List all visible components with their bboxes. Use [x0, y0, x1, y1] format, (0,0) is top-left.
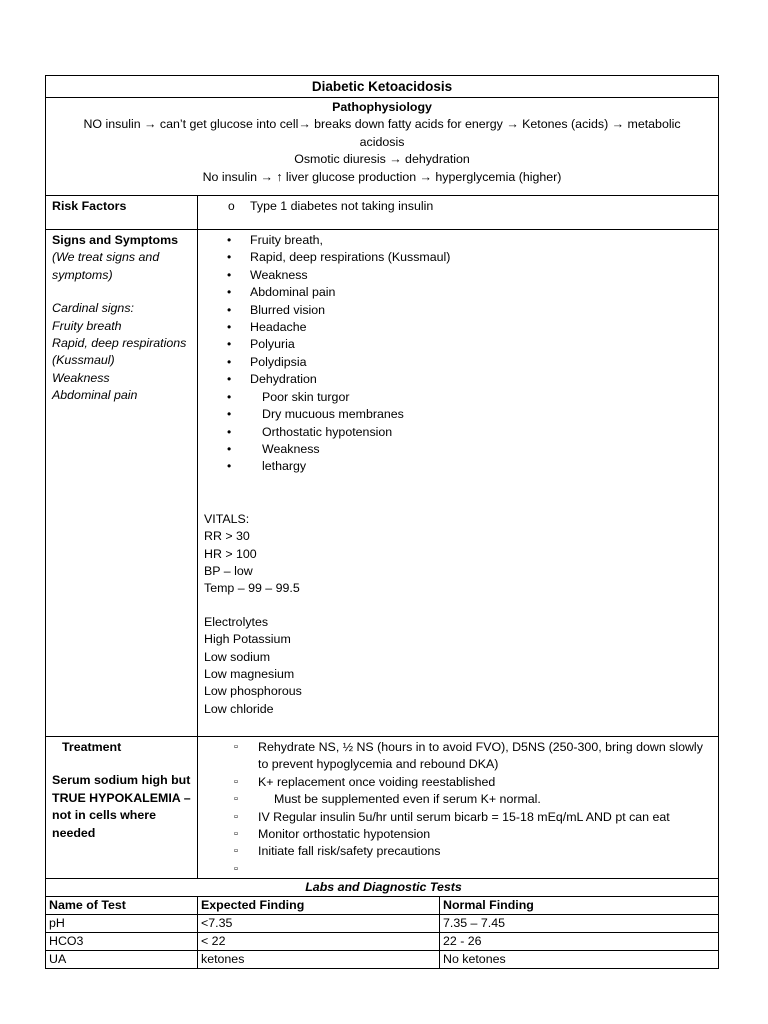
treatment-note: Serum sodium high but TRUE HYPOKALEMIA – not in cells where needed: [52, 773, 191, 840]
lab-cell: UA: [46, 951, 198, 969]
lab-cell: No ketones: [440, 951, 719, 969]
treatment-item: ▫ Rehydrate NS, ½ NS (hours in to avoid FVO), D5NS (250-300, bring down slowly to prevent hypoglycemia and rebound DKA): [204, 739, 714, 774]
vitals-heading: VITALS:: [204, 511, 250, 526]
lab-cell: ketones: [198, 951, 440, 969]
electrolytes-heading: Electrolytes: [204, 614, 269, 629]
lab-cell: HCO3: [46, 933, 198, 951]
treatment-item: [204, 861, 714, 878]
electrolyte-item: High Potassium: [204, 632, 291, 647]
vital-item: HR > 100: [204, 546, 257, 561]
labs-heading: Labs and Diagnostic Tests: [46, 879, 719, 897]
lab-row: [46, 951, 719, 969]
symptom-item: • Polyuria: [204, 336, 714, 353]
dehydration-item: • Poor skin turgor: [204, 389, 714, 406]
cardinal-heading: Cardinal signs:: [52, 301, 134, 316]
cardinal-sign: Weakness: [52, 370, 110, 385]
treatment-item: ▫ Initiate fall risk/safety precautions: [204, 843, 714, 860]
vital-item: RR > 30: [204, 529, 250, 544]
symptom-item: • Polydipsia: [204, 354, 714, 371]
dehydration-item: • Weakness: [204, 441, 714, 458]
symptom-item: • Abdominal pain: [204, 284, 714, 301]
symptom-item: • Blurred vision: [204, 302, 714, 319]
dehydration-item: • Orthostatic hypotension: [204, 424, 714, 441]
treatment-label: Treatment: [62, 740, 122, 755]
dehydration-item: • lethargy: [204, 458, 714, 475]
pathophysiology-heading: Pathophysiology: [332, 100, 432, 114]
lab-cell: 22 - 26: [440, 933, 719, 951]
risk-factors-cell: [198, 196, 719, 230]
lab-cell: <7.35: [198, 915, 440, 933]
patho-line-3: No insulin → ↑ liver glucose production → hyperglycemia (higher): [202, 169, 562, 184]
treatment-item: ▫ K+ replacement once voiding reestablished: [204, 774, 714, 791]
vital-item: BP – low: [204, 563, 253, 578]
signs-cell: [198, 230, 719, 737]
symptom-item: • Weakness: [204, 267, 714, 284]
pathophysiology-section: [46, 98, 719, 196]
lab-cell: 7.35 – 7.45: [440, 915, 719, 933]
dka-document: [45, 75, 718, 969]
dehydration-item: • Dry mucuous membranes: [204, 406, 714, 423]
treatment-label-cell: [46, 737, 198, 879]
lab-row: [46, 915, 719, 933]
labs-column-header: Name of Test: [46, 897, 198, 915]
symptom-item: • Headache: [204, 319, 714, 336]
lab-cell: < 22: [198, 933, 440, 951]
electrolyte-item: Low phosphorous: [204, 684, 302, 699]
patho-line-1: NO insulin → can’t get glucose into cell→ breaks down fatty acids for energy → Ketones (acids) → metabolic acidosis: [83, 117, 681, 149]
signs-note: (We treat signs and symptoms): [52, 250, 160, 282]
symptom-item: • Dehydration: [204, 371, 714, 388]
risk-factor-item: o Type 1 diabetes not taking insulin: [204, 198, 714, 215]
symptom-item: • Fruity breath,: [204, 232, 714, 249]
electrolyte-item: Low sodium: [204, 649, 271, 664]
treatment-cell: [198, 737, 719, 879]
treatment-item: ▫ Must be supplemented even if serum K+ normal.: [204, 791, 714, 808]
signs-label: Signs and Symptoms: [52, 233, 178, 248]
symptom-item: • Rapid, deep respirations (Kussmaul): [204, 249, 714, 266]
labs-column-header: Normal Finding: [440, 897, 719, 915]
cardinal-sign: Abdominal pain: [52, 388, 138, 403]
cardinal-sign: Fruity breath: [52, 318, 122, 333]
patho-line-2: Osmotic diuresis → dehydration: [294, 152, 470, 167]
risk-factors-label-cell: [46, 196, 198, 230]
lab-cell: pH: [46, 915, 198, 933]
electrolyte-item: Low chloride: [204, 701, 274, 716]
document-title: Diabetic Ketoacidosis: [46, 76, 719, 98]
electrolyte-item: Low magnesium: [204, 666, 295, 681]
labs-column-header: Expected Finding: [198, 897, 440, 915]
vital-item: Temp – 99 – 99.5: [204, 581, 300, 596]
treatment-item: ▫ IV Regular insulin 5u/hr until serum bicarb = 15-18 mEq/mL AND pt can eat: [204, 809, 714, 826]
signs-label-cell: [46, 230, 198, 737]
risk-factors-label: Risk Factors: [52, 199, 127, 214]
cardinal-sign: Rapid, deep respirations (Kussmaul): [52, 336, 187, 368]
treatment-item: ▫ Monitor orthostatic hypotension: [204, 826, 714, 843]
lab-row: [46, 933, 719, 951]
dka-table: [45, 75, 719, 969]
